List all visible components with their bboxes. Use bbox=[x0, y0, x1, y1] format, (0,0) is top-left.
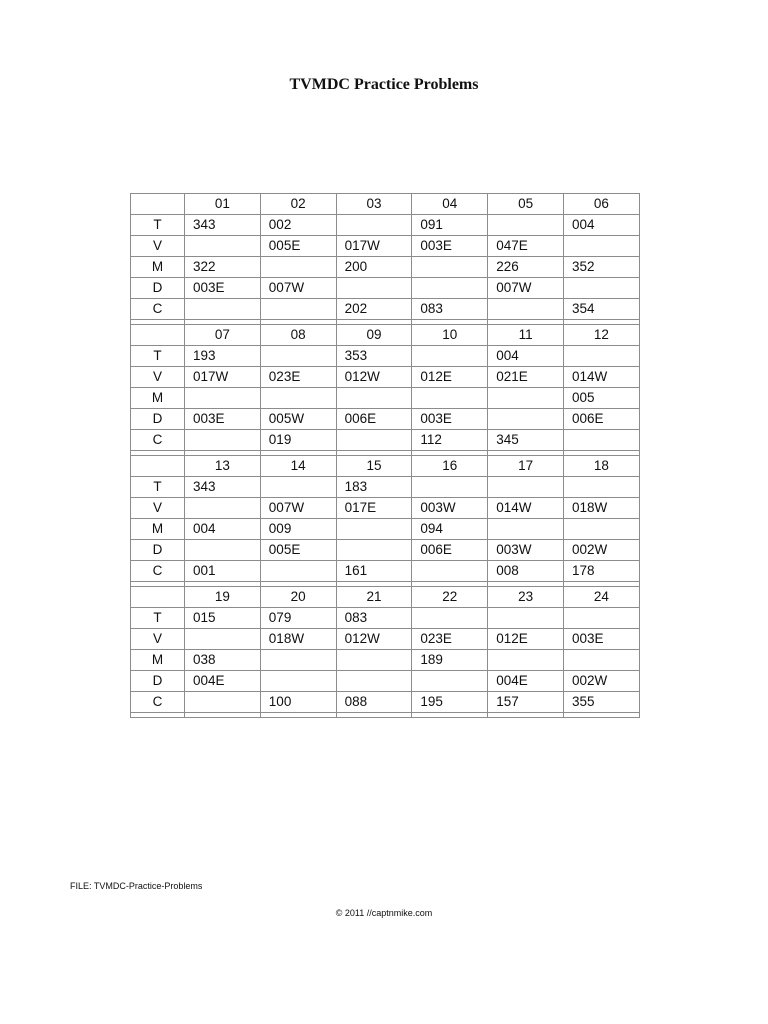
problem-number-row bbox=[131, 456, 640, 477]
table-cell: 193 bbox=[185, 346, 261, 367]
table-cell bbox=[563, 608, 639, 629]
table-cell bbox=[260, 671, 336, 692]
row-label: D bbox=[131, 540, 185, 561]
row-label: T bbox=[131, 215, 185, 236]
table-cell bbox=[488, 299, 564, 320]
table-cell bbox=[412, 477, 488, 498]
table-cell: 006E bbox=[412, 540, 488, 561]
table-cell: 005 bbox=[563, 388, 639, 409]
row-label: M bbox=[131, 519, 185, 540]
table-row bbox=[131, 236, 640, 257]
table-cell: 012W bbox=[336, 367, 412, 388]
table-cell: 157 bbox=[488, 692, 564, 713]
row-label: D bbox=[131, 671, 185, 692]
table-cell: 017W bbox=[336, 236, 412, 257]
problem-number: 18 bbox=[563, 456, 639, 477]
table-row bbox=[131, 278, 640, 299]
table-cell bbox=[260, 346, 336, 367]
table-cell bbox=[412, 278, 488, 299]
table-cell bbox=[260, 257, 336, 278]
table-cell: 003E bbox=[412, 409, 488, 430]
separator-cell bbox=[412, 713, 488, 718]
table-row bbox=[131, 650, 640, 671]
table-cell: 023E bbox=[260, 367, 336, 388]
problem-number-row bbox=[131, 325, 640, 346]
table-cell bbox=[185, 692, 261, 713]
page-title: TVMDC Practice Problems bbox=[289, 76, 479, 93]
table-cell bbox=[488, 519, 564, 540]
separator-cell bbox=[488, 713, 564, 718]
table-cell: 345 bbox=[488, 430, 564, 451]
table-cell: 100 bbox=[260, 692, 336, 713]
table-cell bbox=[185, 299, 261, 320]
row-label: C bbox=[131, 692, 185, 713]
table-cell: 014W bbox=[563, 367, 639, 388]
table-cell: 112 bbox=[412, 430, 488, 451]
table-cell bbox=[336, 430, 412, 451]
table-cell: 047E bbox=[488, 236, 564, 257]
table-row bbox=[131, 540, 640, 561]
table-cell: 004 bbox=[488, 346, 564, 367]
table-cell bbox=[488, 650, 564, 671]
table-cell: 189 bbox=[412, 650, 488, 671]
table-cell: 094 bbox=[412, 519, 488, 540]
row-label: V bbox=[131, 367, 185, 388]
separator-cell bbox=[563, 713, 639, 718]
table-cell: 012E bbox=[488, 629, 564, 650]
table-cell: 002W bbox=[563, 540, 639, 561]
table-cell bbox=[412, 608, 488, 629]
table-cell: 353 bbox=[336, 346, 412, 367]
table-cell: 003W bbox=[412, 498, 488, 519]
table-cell: 088 bbox=[336, 692, 412, 713]
table-cell: 001 bbox=[185, 561, 261, 582]
table-cell bbox=[336, 671, 412, 692]
table-cell: 018W bbox=[563, 498, 639, 519]
row-label: T bbox=[131, 346, 185, 367]
table-row bbox=[131, 299, 640, 320]
corner-cell bbox=[131, 456, 185, 477]
problem-number: 02 bbox=[260, 194, 336, 215]
row-label: C bbox=[131, 561, 185, 582]
problem-number: 14 bbox=[260, 456, 336, 477]
row-label: V bbox=[131, 236, 185, 257]
table-cell: 004 bbox=[563, 215, 639, 236]
table-cell: 079 bbox=[260, 608, 336, 629]
table-cell: 161 bbox=[336, 561, 412, 582]
row-label: C bbox=[131, 430, 185, 451]
table-cell bbox=[412, 671, 488, 692]
table-cell: 354 bbox=[563, 299, 639, 320]
table-cell: 023E bbox=[412, 629, 488, 650]
table-row bbox=[131, 409, 640, 430]
table-cell: 006E bbox=[336, 409, 412, 430]
table-cell: 002W bbox=[563, 671, 639, 692]
file-name: FILE: TVMDC-Practice-Problems bbox=[70, 881, 203, 891]
table-cell bbox=[336, 519, 412, 540]
table-cell bbox=[185, 388, 261, 409]
table-row bbox=[131, 629, 640, 650]
row-label: M bbox=[131, 650, 185, 671]
table-cell bbox=[260, 388, 336, 409]
table-cell bbox=[563, 519, 639, 540]
table-cell: 003E bbox=[563, 629, 639, 650]
table-cell bbox=[336, 650, 412, 671]
table-cell: 003E bbox=[412, 236, 488, 257]
corner-cell bbox=[131, 325, 185, 346]
row-label: V bbox=[131, 498, 185, 519]
table-row bbox=[131, 346, 640, 367]
table-cell: 006E bbox=[563, 409, 639, 430]
table-cell: 015 bbox=[185, 608, 261, 629]
table-cell: 083 bbox=[336, 608, 412, 629]
table-cell: 343 bbox=[185, 215, 261, 236]
table-cell: 195 bbox=[412, 692, 488, 713]
problem-number: 22 bbox=[412, 587, 488, 608]
table-row bbox=[131, 215, 640, 236]
table-cell bbox=[563, 236, 639, 257]
copyright: © 2011 //captnmike.com bbox=[335, 908, 433, 918]
problem-number: 17 bbox=[488, 456, 564, 477]
separator-cell bbox=[336, 713, 412, 718]
row-label: T bbox=[131, 477, 185, 498]
table-row bbox=[131, 608, 640, 629]
problem-number: 11 bbox=[488, 325, 564, 346]
table-cell bbox=[185, 498, 261, 519]
table-cell: 018W bbox=[260, 629, 336, 650]
problem-number: 13 bbox=[185, 456, 261, 477]
problem-number: 10 bbox=[412, 325, 488, 346]
problem-number: 23 bbox=[488, 587, 564, 608]
table-cell: 012E bbox=[412, 367, 488, 388]
table-cell bbox=[185, 430, 261, 451]
table-cell: 004E bbox=[185, 671, 261, 692]
row-label: T bbox=[131, 608, 185, 629]
table-cell bbox=[412, 257, 488, 278]
table-row bbox=[131, 671, 640, 692]
table-cell: 202 bbox=[336, 299, 412, 320]
table-cell: 012W bbox=[336, 629, 412, 650]
table-cell: 200 bbox=[336, 257, 412, 278]
row-label: M bbox=[131, 257, 185, 278]
table-cell: 355 bbox=[563, 692, 639, 713]
problem-number: 07 bbox=[185, 325, 261, 346]
table-row bbox=[131, 388, 640, 409]
block-separator bbox=[131, 713, 640, 718]
table-cell: 005E bbox=[260, 236, 336, 257]
separator-cell bbox=[131, 713, 185, 718]
table-cell bbox=[488, 477, 564, 498]
table-cell: 014W bbox=[488, 498, 564, 519]
table-cell: 004 bbox=[185, 519, 261, 540]
table-cell: 007W bbox=[260, 498, 336, 519]
tvmdc-table bbox=[130, 193, 640, 718]
table-cell: 352 bbox=[563, 257, 639, 278]
row-label: M bbox=[131, 388, 185, 409]
table-row bbox=[131, 367, 640, 388]
problem-number: 09 bbox=[336, 325, 412, 346]
problem-number: 19 bbox=[185, 587, 261, 608]
table-cell: 008 bbox=[488, 561, 564, 582]
problem-number: 15 bbox=[336, 456, 412, 477]
table-cell bbox=[488, 608, 564, 629]
table-cell bbox=[488, 409, 564, 430]
table-cell: 183 bbox=[336, 477, 412, 498]
table-cell: 007W bbox=[488, 278, 564, 299]
table-row bbox=[131, 561, 640, 582]
table-row bbox=[131, 692, 640, 713]
problem-number: 01 bbox=[185, 194, 261, 215]
table-cell bbox=[336, 540, 412, 561]
table-cell bbox=[185, 629, 261, 650]
table-cell: 002 bbox=[260, 215, 336, 236]
table-cell bbox=[185, 236, 261, 257]
problem-number: 05 bbox=[488, 194, 564, 215]
problem-number: 16 bbox=[412, 456, 488, 477]
problem-number: 21 bbox=[336, 587, 412, 608]
table-cell: 003W bbox=[488, 540, 564, 561]
table-cell: 005E bbox=[260, 540, 336, 561]
table-cell: 021E bbox=[488, 367, 564, 388]
table-cell: 017E bbox=[336, 498, 412, 519]
problem-number-row bbox=[131, 194, 640, 215]
table-cell: 226 bbox=[488, 257, 564, 278]
problem-number: 20 bbox=[260, 587, 336, 608]
table-cell bbox=[412, 346, 488, 367]
corner-cell bbox=[131, 587, 185, 608]
table-cell bbox=[336, 388, 412, 409]
table-cell: 083 bbox=[412, 299, 488, 320]
table-cell: 017W bbox=[185, 367, 261, 388]
separator-cell bbox=[185, 713, 261, 718]
table-cell bbox=[563, 477, 639, 498]
table-cell bbox=[563, 430, 639, 451]
table-cell: 005W bbox=[260, 409, 336, 430]
table-cell bbox=[488, 388, 564, 409]
row-label: V bbox=[131, 629, 185, 650]
table-cell bbox=[563, 650, 639, 671]
table-cell: 091 bbox=[412, 215, 488, 236]
table-cell bbox=[260, 561, 336, 582]
problem-number: 08 bbox=[260, 325, 336, 346]
table-cell bbox=[563, 346, 639, 367]
table-cell bbox=[336, 278, 412, 299]
table-row bbox=[131, 477, 640, 498]
row-label: C bbox=[131, 299, 185, 320]
problem-number: 03 bbox=[336, 194, 412, 215]
problem-number-row bbox=[131, 587, 640, 608]
table-cell bbox=[260, 299, 336, 320]
table-cell bbox=[260, 477, 336, 498]
table-cell bbox=[185, 540, 261, 561]
table-row bbox=[131, 519, 640, 540]
table-cell bbox=[336, 215, 412, 236]
table-cell: 003E bbox=[185, 278, 261, 299]
table-cell bbox=[488, 215, 564, 236]
corner-cell bbox=[131, 194, 185, 215]
table-cell: 007W bbox=[260, 278, 336, 299]
table-cell bbox=[260, 650, 336, 671]
table-cell: 009 bbox=[260, 519, 336, 540]
table-row bbox=[131, 430, 640, 451]
problem-number: 24 bbox=[563, 587, 639, 608]
table-cell: 343 bbox=[185, 477, 261, 498]
table-cell bbox=[412, 388, 488, 409]
row-label: D bbox=[131, 278, 185, 299]
table-row bbox=[131, 498, 640, 519]
table-cell bbox=[412, 561, 488, 582]
table-cell: 004E bbox=[488, 671, 564, 692]
problem-number: 12 bbox=[563, 325, 639, 346]
table-cell: 003E bbox=[185, 409, 261, 430]
table-cell: 322 bbox=[185, 257, 261, 278]
table-cell: 038 bbox=[185, 650, 261, 671]
table-cell: 019 bbox=[260, 430, 336, 451]
problem-number: 06 bbox=[563, 194, 639, 215]
table-cell: 178 bbox=[563, 561, 639, 582]
table-cell bbox=[563, 278, 639, 299]
problem-number: 04 bbox=[412, 194, 488, 215]
separator-cell bbox=[260, 713, 336, 718]
row-label: D bbox=[131, 409, 185, 430]
table-row bbox=[131, 257, 640, 278]
